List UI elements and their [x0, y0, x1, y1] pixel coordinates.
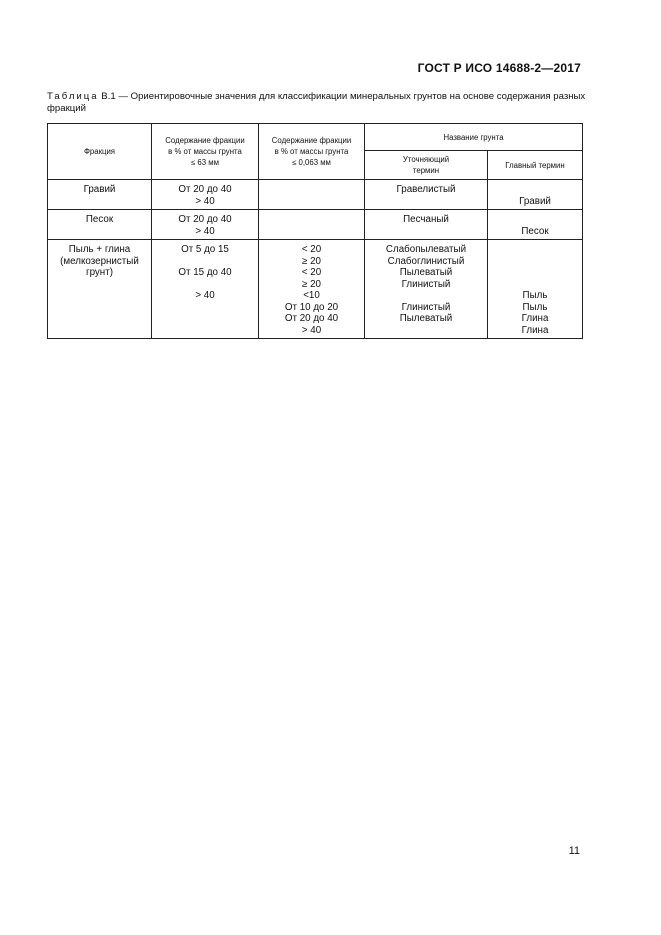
- cell-fraction: Песок: [48, 210, 152, 240]
- cell-main: Гравий: [488, 180, 583, 210]
- soil-classification-table: [47, 123, 583, 339]
- header-soil-name: Название грунта: [365, 124, 583, 151]
- header-content-0063: Содержание фракции в % от массы грунта ≤ 0,063 мм: [259, 124, 365, 180]
- document-code-header: ГОСТ Р ИСО 14688-2—2017: [417, 61, 581, 75]
- cell-fraction: Гравий: [48, 180, 152, 210]
- table-row: [48, 240, 583, 339]
- cell-fraction: Пыль + глина (мелкозернистый грунт): [48, 240, 152, 339]
- header-fraction: Фракция: [48, 124, 152, 180]
- cell-main: Песок: [488, 210, 583, 240]
- cell-content-63: От 5 до 15 От 15 до 40 > 40: [152, 240, 259, 339]
- table-caption-label: Таблица: [47, 91, 99, 102]
- cell-content-0063: [259, 180, 365, 210]
- cell-content-63: От 20 до 40 > 40: [152, 180, 259, 210]
- cell-refining: Песчаный: [365, 210, 488, 240]
- cell-main: Пыль Пыль Глина Глина: [488, 240, 583, 339]
- table-row: [48, 210, 583, 240]
- cell-refining: Гравелистый: [365, 180, 488, 210]
- table-caption-text: В.1 — Ориентировочные значения для классификации минеральных грунтов на основе содержания разных фракций: [47, 91, 586, 114]
- table-caption: [47, 91, 587, 115]
- cell-refining: Слабопылеватый Слабоглинистый Пылеватый Глинистый Глинистый Пылеватый: [365, 240, 488, 339]
- cell-content-63: От 20 до 40 > 40: [152, 210, 259, 240]
- page-number: 11: [568, 845, 580, 857]
- cell-content-0063: < 20 ≥ 20 < 20 ≥ 20 <10 От 10 до 20 От 20 до 40 > 40: [259, 240, 365, 339]
- table-row: [48, 180, 583, 210]
- header-main-term: Главный термин: [488, 151, 583, 180]
- header-refining-term: Уточняющий термин: [365, 151, 488, 180]
- cell-content-0063: [259, 210, 365, 240]
- header-content-63: Содержание фракции в % от массы грунта ≤ 63 мм: [152, 124, 259, 180]
